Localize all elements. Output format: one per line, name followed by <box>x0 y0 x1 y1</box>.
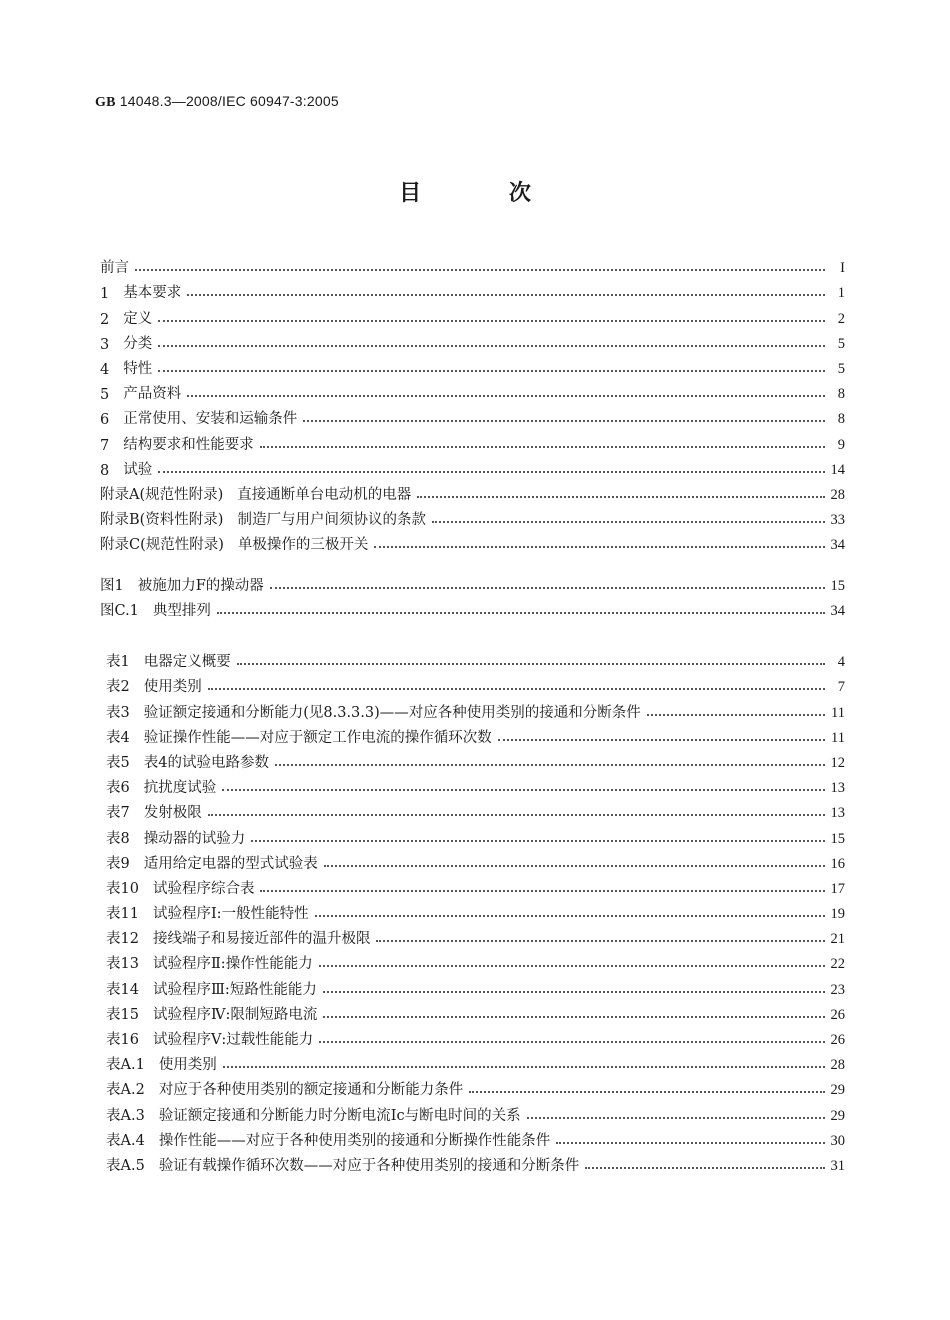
dot-leader <box>260 446 825 448</box>
toc-entry-page: 5 <box>837 335 845 352</box>
toc-entry-page: 16 <box>830 855 845 872</box>
toc-entry[interactable] <box>100 529 845 554</box>
toc-entry-title: 被施加力F的操动器 <box>137 578 264 595</box>
toc-entry-label: 表A.3 <box>106 1107 145 1124</box>
toc-entry-title: 验证额定接通和分断能力(见8.3.3.3)——对应各种使用类别的接通和分断条件 <box>143 704 641 721</box>
toc-entry-label: 附录C(规范性附录) <box>100 537 224 554</box>
dot-leader <box>417 496 824 498</box>
toc-entry-title: 结构要求和性能要求 <box>123 436 254 453</box>
dot-leader <box>208 688 825 690</box>
toc-entry-page: 22 <box>830 956 845 973</box>
toc-entry-title: 电器定义概要 <box>143 654 231 671</box>
toc-entry[interactable] <box>106 671 845 696</box>
dot-leader <box>158 320 825 322</box>
toc-entry[interactable] <box>100 595 845 620</box>
standard-header <box>95 93 339 111</box>
toc-entry-title: 定义 <box>123 310 153 327</box>
toc-entry-page: 31 <box>830 1157 845 1174</box>
toc-entry[interactable] <box>100 252 845 277</box>
toc-entry-label: 表A.5 <box>106 1157 145 1174</box>
dot-leader <box>647 714 825 716</box>
dot-leader <box>251 840 824 842</box>
toc-entry-page: 13 <box>830 780 845 797</box>
dot-leader <box>187 395 825 397</box>
toc-entry[interactable] <box>100 378 845 403</box>
dot-leader <box>556 1142 824 1144</box>
standard-number: 14048.3—2008/IEC 60947-3:2005 <box>119 93 339 109</box>
dot-leader <box>323 991 825 993</box>
toc-entry-title: 使用类别 <box>143 679 202 696</box>
toc-entry[interactable] <box>106 646 845 671</box>
toc-entry-page: 34 <box>830 603 845 620</box>
toc-entry-title: 对应于各种使用类别的额定接通和分断能力条件 <box>158 1082 464 1099</box>
toc-entry-title: 分类 <box>123 335 153 352</box>
toc-entry-label: 附录B(资料性附录) <box>100 512 224 529</box>
toc-entry-label: 2 <box>100 311 110 328</box>
dot-leader <box>376 940 824 942</box>
toc-entry[interactable] <box>106 999 845 1024</box>
toc-entry-label: 附录A(规范性附录) <box>100 486 224 503</box>
toc-entry-title: 试验 <box>123 461 153 478</box>
dot-leader <box>158 370 825 372</box>
toc-entry-label: 表7 <box>106 805 130 822</box>
toc-figures-section <box>100 570 845 620</box>
toc-entry-label: 表1 <box>106 654 130 671</box>
toc-entry-page: 30 <box>830 1132 845 1149</box>
toc-entry[interactable] <box>106 923 845 948</box>
toc-entry-page: 28 <box>830 1057 845 1074</box>
dot-leader <box>158 345 825 347</box>
toc-entry-label: 表9 <box>106 855 130 872</box>
toc-entry-title: 发射极限 <box>143 805 202 822</box>
dot-leader <box>217 612 825 614</box>
toc-entry-title: 试验程序Ⅳ:限制短路电流 <box>152 1006 318 1023</box>
toc-entry-label: 表5 <box>106 754 130 771</box>
dot-leader <box>527 1117 825 1119</box>
toc-entry-label: 7 <box>100 437 110 454</box>
dot-leader <box>260 890 824 892</box>
toc-entry[interactable] <box>106 722 845 747</box>
dot-leader <box>324 865 825 867</box>
toc-entry-label: 3 <box>100 336 110 353</box>
toc-entry[interactable] <box>100 353 845 378</box>
toc-entry[interactable] <box>100 302 845 327</box>
toc-entry[interactable] <box>106 898 845 923</box>
toc-entry[interactable] <box>100 328 845 353</box>
dot-leader <box>187 294 825 296</box>
toc-entry[interactable] <box>100 428 845 453</box>
toc-entry[interactable] <box>106 1024 845 1049</box>
toc-entry-page: 28 <box>830 486 845 503</box>
toc-entry-page: 4 <box>837 654 845 671</box>
toc-entry-page: 13 <box>830 805 845 822</box>
toc-entry[interactable] <box>100 277 845 302</box>
toc-entry-page: 15 <box>830 830 845 847</box>
toc-entry-label: 表15 <box>106 1006 139 1023</box>
toc-entry-title: 试验程序Ⅱ:操作性能能力 <box>152 956 313 973</box>
toc-entry[interactable] <box>106 1049 845 1074</box>
toc-entry-title: 试验程序Ⅰ:一般性能特性 <box>152 906 309 923</box>
toc-entry-label: 4 <box>100 361 110 378</box>
toc-entry-title: 操作性能——对应于各种使用类别的接通和分断操作性能条件 <box>158 1132 551 1149</box>
toc-entry-page: 14 <box>830 461 845 478</box>
dot-leader <box>270 587 825 589</box>
dot-leader <box>275 764 825 766</box>
toc-entry-label: 表6 <box>106 780 130 797</box>
toc-entry-page: 8 <box>837 411 845 428</box>
toc-entry[interactable] <box>106 797 845 822</box>
toc-entry[interactable] <box>106 1150 845 1175</box>
page-title: 目 次 <box>399 180 571 206</box>
standard-prefix: GB <box>95 95 116 110</box>
toc-entry-page: 17 <box>830 880 845 897</box>
dot-leader <box>498 739 825 741</box>
toc-entry-title: 试验程序Ⅲ:短路性能能力 <box>152 981 317 998</box>
toc-entry[interactable] <box>106 848 845 873</box>
toc-entry-label: 表2 <box>106 679 130 696</box>
toc-entry-title: 抗扰度试验 <box>143 780 217 797</box>
toc-entry-title: 验证额定接通和分断能力时分断电流Ic与断电时间的关系 <box>158 1107 521 1124</box>
toc-entry-page: 26 <box>830 1006 845 1023</box>
toc-entry-page: 29 <box>830 1082 845 1099</box>
toc-entry[interactable] <box>106 1099 845 1124</box>
toc-entry-page: 33 <box>830 512 845 529</box>
toc-entry-title: 正常使用、安装和运输条件 <box>123 411 298 428</box>
toc-entry-title: 试验程序综合表 <box>152 880 255 897</box>
toc-entry-label: 表4 <box>106 729 130 746</box>
toc-entry-label: 图C.1 <box>100 603 139 620</box>
dot-leader <box>432 521 825 523</box>
toc-entry-label: 5 <box>100 387 110 404</box>
toc-entry-label: 6 <box>100 412 110 429</box>
toc-entry-page: 2 <box>837 310 845 327</box>
toc-entry-label: 表12 <box>106 931 139 948</box>
toc-entry-page: 7 <box>837 679 845 696</box>
toc-entry[interactable] <box>100 403 845 428</box>
toc-entry-title: 单极操作的三极开关 <box>237 537 369 554</box>
toc-entry-title: 验证操作性能——对应于额定工作电流的操作循环次数 <box>143 729 492 746</box>
toc-entry-label: 表3 <box>106 704 130 721</box>
toc-entry-title: 直接通断单台电动机的电器 <box>237 486 412 503</box>
dot-leader <box>135 269 825 271</box>
toc-entry[interactable] <box>106 822 845 847</box>
dot-leader <box>158 471 824 473</box>
toc-entry-label: 表13 <box>106 956 139 973</box>
toc-entry-label: 8 <box>100 462 110 479</box>
toc-entry[interactable] <box>100 570 845 595</box>
toc-main-section <box>100 252 845 554</box>
dot-leader <box>323 1016 824 1018</box>
toc-entry-label: 表8 <box>106 830 130 847</box>
dot-leader <box>223 1066 825 1068</box>
toc-entry-title: 典型排列 <box>152 603 211 620</box>
toc-entry-title: 验证有载操作循环次数——对应于各种使用类别的接通和分断条件 <box>158 1157 580 1174</box>
toc-entry-title: 操动器的试验力 <box>143 830 246 847</box>
dot-leader <box>585 1167 824 1169</box>
toc-entry-label: 表10 <box>106 880 139 897</box>
toc-entry-label: 图1 <box>100 578 124 595</box>
toc-entry[interactable] <box>106 973 845 998</box>
toc-entry-page: 5 <box>837 360 845 377</box>
toc-entry[interactable] <box>106 948 845 973</box>
toc-entry-page: 1 <box>837 285 845 302</box>
toc-entry-label: 表11 <box>106 906 139 923</box>
toc-entry-label: 前言 <box>100 260 129 277</box>
dot-leader <box>319 1041 824 1043</box>
toc-entry-page: 29 <box>830 1107 845 1124</box>
dot-leader <box>208 814 825 816</box>
toc-entry-page: 34 <box>830 537 845 554</box>
toc-entry-label: 1 <box>100 286 110 303</box>
toc-entry-page: 9 <box>837 436 845 453</box>
dot-leader <box>222 789 824 791</box>
toc-entry-page: 21 <box>830 931 845 948</box>
toc-entry-page: 19 <box>830 906 845 923</box>
dot-leader <box>315 915 825 917</box>
toc-entry-page: 23 <box>830 981 845 998</box>
dot-leader <box>469 1091 824 1093</box>
toc-entry[interactable] <box>100 479 845 504</box>
toc-entry-title: 基本要求 <box>123 285 182 302</box>
toc-entry-title: 接线端子和易接近部件的温升极限 <box>152 931 371 948</box>
toc-entry-page: I <box>840 260 845 277</box>
dot-leader <box>303 420 825 422</box>
toc-entry-label: 表A.4 <box>106 1132 145 1149</box>
toc-entry[interactable] <box>106 873 845 898</box>
toc-entry-page: 26 <box>830 1032 845 1048</box>
dot-leader <box>237 663 825 665</box>
toc-entry[interactable] <box>106 772 845 797</box>
toc-entry-page: 15 <box>830 578 845 595</box>
toc-entry[interactable] <box>106 747 845 772</box>
toc-entry-page: 12 <box>830 754 845 771</box>
toc-entry-page: 11 <box>831 704 845 721</box>
toc-entry[interactable] <box>100 504 845 529</box>
toc-entry-label: 表14 <box>106 981 139 998</box>
dot-leader <box>319 965 825 967</box>
toc-tables-section <box>106 646 845 1175</box>
toc-entry-title: 使用类别 <box>158 1057 217 1074</box>
toc-entry-title: 适用给定电器的型式试验表 <box>143 855 318 872</box>
toc-entry[interactable] <box>106 1074 845 1099</box>
toc-entry-label: 表A.2 <box>106 1082 145 1099</box>
toc-entry[interactable] <box>106 1125 845 1150</box>
toc-entry-title: 制造厂与用户间须协议的条款 <box>237 512 426 529</box>
toc-entry-label: 表16 <box>106 1032 139 1048</box>
toc-entry-title: 试验程序Ⅴ:过载性能能力 <box>152 1032 314 1048</box>
toc-entry-title: 表4的试验电路参数 <box>143 754 269 771</box>
toc-entry-title: 特性 <box>123 360 153 377</box>
toc-entry-title: 产品资料 <box>123 386 182 403</box>
toc-entry[interactable] <box>106 696 845 721</box>
dot-leader <box>374 546 824 548</box>
toc-entry[interactable] <box>100 454 845 479</box>
toc-entry-page: 8 <box>837 386 845 403</box>
toc-entry-page: 11 <box>831 729 845 746</box>
toc-entry-label: 表A.1 <box>106 1057 145 1074</box>
